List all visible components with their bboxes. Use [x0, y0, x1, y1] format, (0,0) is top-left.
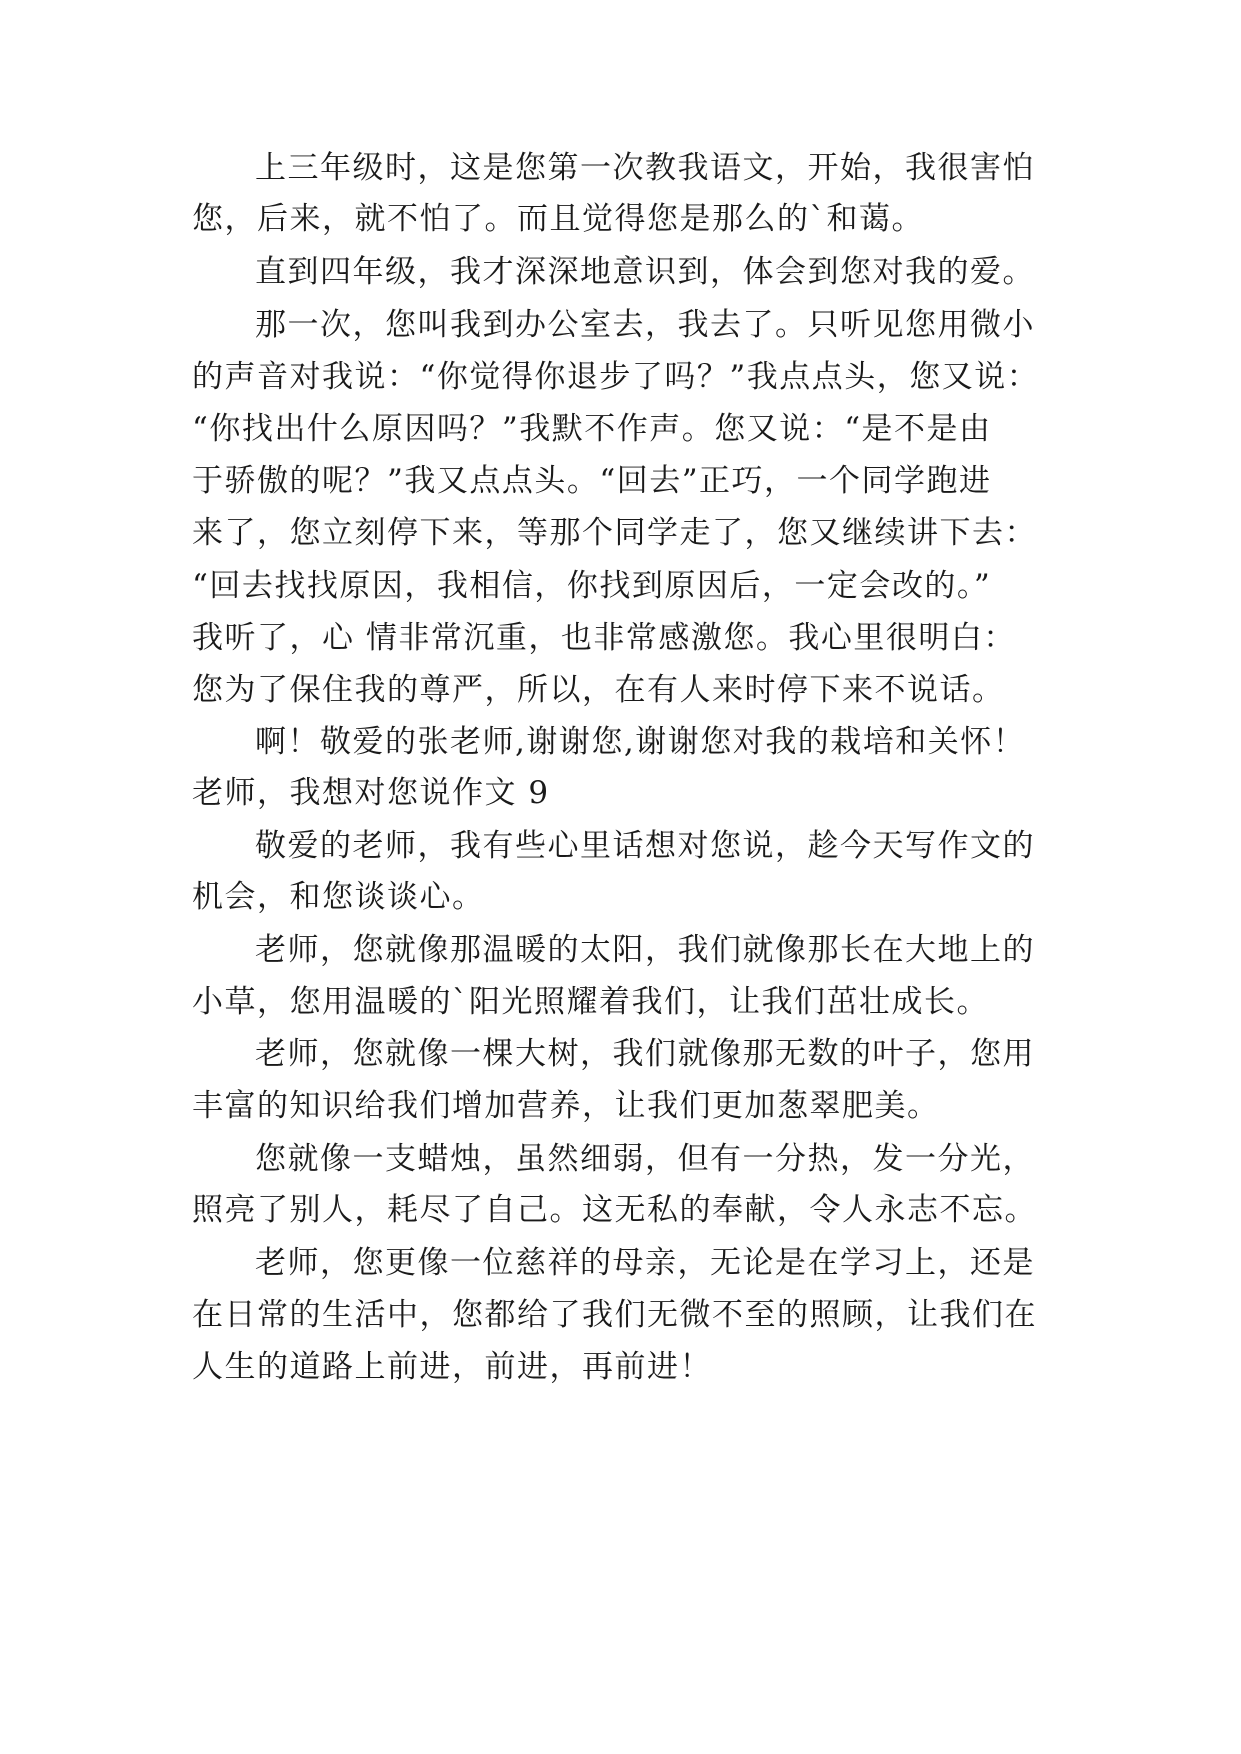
paragraph-line: 您，后来，就不怕了。而且觉得您是那么的`和蔼。 [192, 201, 924, 237]
paragraph-line: 上三年级时，这是您第一次教我语文，开始，我很害怕 [255, 150, 1035, 186]
paragraph-line: 老师，您更像一位慈祥的母亲，无论是在学习上，还是 [255, 1245, 1035, 1281]
paragraph-line: 的声音对我说：“你觉得你退步了吗？”我点点头，您又说： [192, 359, 1040, 395]
paragraph-line: 机会，和您谈谈心。 [192, 879, 485, 915]
paragraph-line: 于骄傲的呢？”我又点点头。“回去”正巧，一个同学跑进 [192, 463, 992, 499]
paragraph-line: 敬爱的老师，我有些心里话想对您说，趁今天写作文的 [255, 828, 1035, 864]
paragraph-line: 我听了，心 情非常沉重，也非常感激您。我心里很明白： [192, 620, 1016, 656]
paragraph-line: 老师，您就像那温暖的太阳，我们就像那长在大地上的 [255, 932, 1035, 968]
paragraph-line: 照亮了别人，耗尽了自己。这无私的奉献，令人永志不忘。 [192, 1192, 1037, 1228]
paragraph-line: 丰富的知识给我们增加营养，让我们更加葱翠肥美。 [192, 1088, 940, 1124]
paragraph-line: 小草，您用温暖的`阳光照耀着我们，让我们茁壮成长。 [192, 984, 989, 1020]
paragraph-line: 来了，您立刻停下来，等那个同学走了，您又继续讲下去： [192, 515, 1037, 551]
section-heading: 老师，我想对您说作文 9 [192, 775, 550, 811]
paragraph-line: 您就像一支蜡烛，虽然细弱，但有一分热，发一分光， [255, 1141, 1035, 1177]
paragraph-line: “回去找找原因，我相信，你找到原因后，一定会改的。” [192, 568, 992, 604]
paragraph-line: 直到四年级，我才深深地意识到，体会到您对我的爱。 [255, 254, 1035, 290]
paragraph-line: 您为了保住我的尊严，所以，在有人来时停下来不说话。 [192, 672, 1005, 708]
paragraph-line: 啊！敬爱的张老师,谢谢您,谢谢您对我的栽培和关怀！ [255, 724, 1026, 760]
paragraph-line: 那一次，您叫我到办公室去，我去了。只听见您用微小 [255, 307, 1035, 343]
paragraph-line: 老师，您就像一棵大树，我们就像那无数的叶子，您用 [255, 1036, 1035, 1072]
paragraph-line: “你找出什么原因吗？”我默不作声。您又说：“是不是由 [192, 411, 992, 447]
paragraph-line: 人生的道路上前进，前进，再前进！ [192, 1349, 712, 1385]
paragraph-line: 在日常的生活中，您都给了我们无微不至的照顾，让我们在 [192, 1297, 1037, 1333]
